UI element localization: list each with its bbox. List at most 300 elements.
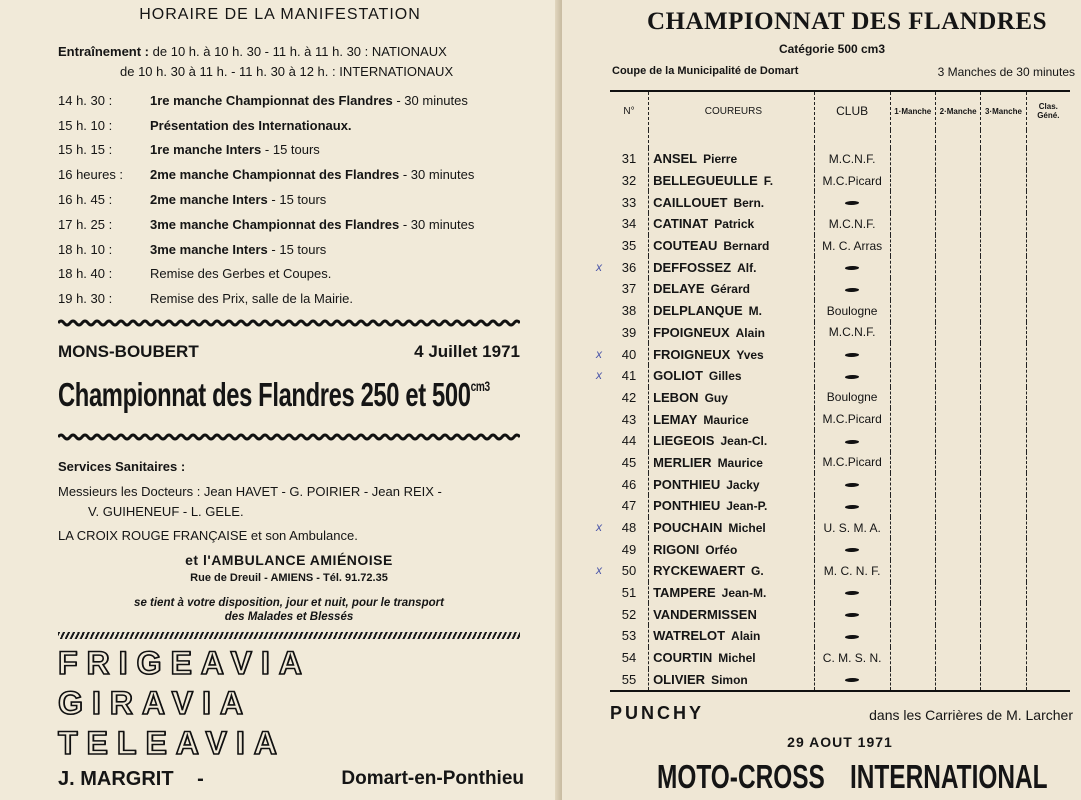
- schedule-row: [58, 88, 538, 113]
- schedule-row: [58, 162, 538, 187]
- ditto-mark: [844, 353, 859, 357]
- heat-2-cell: [935, 495, 980, 517]
- rider-last-name: RIGONI: [653, 541, 700, 557]
- rider-club-cell: [814, 170, 890, 192]
- overall-cell: [1026, 647, 1070, 669]
- overall-cell: [1026, 256, 1070, 278]
- rider-number: 51: [621, 585, 637, 601]
- heat-2-cell: [935, 170, 980, 192]
- schedule-time: 14 h. 30 :: [58, 92, 113, 108]
- heat-2-cell: [935, 603, 980, 625]
- overall-cell: [1026, 582, 1070, 604]
- schedule-time: 15 h. 10 :: [58, 117, 113, 133]
- rider-club: M.C.N.F.: [828, 151, 876, 166]
- rider-name-cell: [649, 603, 815, 625]
- services-title: Services Sanitaires :: [58, 459, 186, 474]
- rider-number-cell: [610, 387, 649, 409]
- heat-3-cell: [981, 560, 1026, 582]
- rider-first-name: Alain: [731, 629, 761, 644]
- rider-name-cell: [649, 322, 815, 344]
- heat-3-cell: [981, 365, 1026, 387]
- footer-location: dans les Carrières de M. Larcher: [869, 707, 1073, 723]
- schedule-time: 18 h. 40 :: [58, 266, 113, 282]
- ditto-mark: [844, 288, 859, 292]
- heat-2-cell: [935, 235, 980, 257]
- rider-club: M.C.Picard: [822, 455, 882, 470]
- rider-name-cell: [649, 148, 815, 170]
- table-row: [610, 256, 1070, 278]
- table-row: [610, 603, 1070, 625]
- rider-club-cell: [814, 473, 890, 495]
- table-row: [610, 300, 1070, 322]
- heat-2-cell: [935, 387, 980, 409]
- ditto-mark: [844, 375, 859, 379]
- rider-club-cell: [814, 560, 890, 582]
- table-row: [610, 669, 1070, 692]
- rider-club: Boulogne: [826, 390, 878, 405]
- training-block: [58, 42, 538, 82]
- table-row: [610, 278, 1070, 300]
- heat-1-cell: [890, 452, 935, 474]
- ditto-mark: [844, 505, 859, 509]
- heat-1-cell: [890, 387, 935, 409]
- heat-1-cell: [890, 256, 935, 278]
- pen-cross-mark: x: [596, 346, 602, 361]
- col-number: N°: [610, 91, 649, 130]
- rider-first-name: Alf.: [737, 260, 757, 275]
- rider-first-name: Maurice: [717, 455, 763, 470]
- schedule-desc: [150, 242, 538, 257]
- rider-last-name: WATRELOT: [653, 628, 726, 644]
- overall-cell: [1026, 473, 1070, 495]
- rider-number-cell: [610, 430, 649, 452]
- hatched-divider: [58, 632, 520, 639]
- table-row: [610, 495, 1070, 517]
- rider-number: 34: [621, 216, 637, 232]
- rider-first-name: Michel: [718, 651, 756, 666]
- rider-last-name: POUCHAIN: [653, 520, 723, 536]
- red-cross-line: LA CROIX ROUGE FRANÇAISE et son Ambulance.: [58, 528, 358, 543]
- rider-last-name: CAILLOUET: [653, 194, 728, 210]
- heat-1-cell: [890, 191, 935, 213]
- heat-2-cell: [935, 538, 980, 560]
- heat-3-cell: [981, 387, 1026, 409]
- ditto-mark: [844, 613, 859, 617]
- schedule-row: [58, 187, 538, 212]
- rider-last-name: DEFFOSSEZ: [653, 259, 732, 275]
- heat-3-cell: [981, 430, 1026, 452]
- heat-1-cell: [890, 148, 935, 170]
- heat-2-cell: [935, 452, 980, 474]
- race-category: Catégorie 500 cm3: [778, 42, 886, 56]
- rider-last-name: VANDERMISSEN: [653, 606, 757, 622]
- heat-2-cell: [935, 365, 980, 387]
- ambulance-name: et l'AMBULANCE AMIÉNOISE: [185, 552, 393, 568]
- rider-name-cell: [649, 647, 815, 669]
- rider-name-cell: [649, 560, 815, 582]
- schedule-time: 17 h. 25 :: [58, 216, 113, 232]
- table-row: [610, 517, 1070, 539]
- overall-cell: [1026, 430, 1070, 452]
- col-heat-2: 2·Manche: [935, 91, 980, 130]
- rider-club: Boulogne: [826, 303, 878, 318]
- overall-cell: [1026, 517, 1070, 539]
- rider-last-name: COURTIN: [653, 650, 713, 666]
- rider-first-name: Maurice: [703, 412, 749, 427]
- schedule-desc: [150, 93, 538, 108]
- rider-number: 36: [621, 259, 637, 275]
- heat-1-cell: [890, 582, 935, 604]
- rider-club-cell: [814, 148, 890, 170]
- rider-name-cell: [649, 669, 815, 692]
- rider-last-name: FPOIGNEUX: [653, 324, 730, 340]
- sponsor-separator: -: [197, 768, 204, 790]
- rider-club-cell: [814, 278, 890, 300]
- heat-1-cell: [890, 560, 935, 582]
- rider-number-cell: [610, 235, 649, 257]
- heat-1-cell: [890, 538, 935, 560]
- championship-unit: cm3: [470, 378, 490, 394]
- schedule-row: [58, 138, 538, 163]
- schedule-detail: Remise des Gerbes et Coupes.: [150, 266, 332, 282]
- col-riders: COUREURS: [649, 91, 815, 130]
- heat-2-cell: [935, 625, 980, 647]
- overall-cell: [1026, 452, 1070, 474]
- heat-2-cell: [935, 300, 980, 322]
- rider-last-name: FROIGNEUX: [653, 346, 731, 362]
- sponsor-line: [58, 768, 524, 791]
- rider-number-cell: [610, 148, 649, 170]
- rider-number-cell: [596, 256, 649, 278]
- rider-number: 48: [621, 520, 637, 536]
- ditto-mark: [844, 266, 859, 270]
- rider-first-name: Jean-M.: [721, 586, 767, 601]
- heat-3-cell: [981, 278, 1026, 300]
- table-row: [610, 365, 1070, 387]
- rider-name-cell: [649, 256, 815, 278]
- overall-cell: [1026, 408, 1070, 430]
- championship-title: [58, 376, 490, 414]
- rider-number: 50: [621, 563, 637, 579]
- rider-last-name: DELAYE: [653, 281, 705, 297]
- overall-cell: [1026, 235, 1070, 257]
- ditto-mark: [844, 635, 859, 639]
- heat-3-cell: [981, 170, 1026, 192]
- table-row: [610, 191, 1070, 213]
- table-row: [610, 538, 1070, 560]
- rider-number: 33: [621, 194, 637, 210]
- rider-name-cell: [649, 517, 815, 539]
- rider-number: 44: [621, 433, 637, 449]
- heat-1-cell: [890, 213, 935, 235]
- table-row: [610, 452, 1070, 474]
- schedule-detail: - 15 tours: [267, 241, 327, 257]
- rider-number: 54: [621, 650, 637, 666]
- pen-cross-mark: x: [596, 563, 602, 578]
- table-row: [610, 430, 1070, 452]
- footer-event-1: MOTO-CROSS: [657, 758, 825, 795]
- col-heat-3: 3·Manche: [981, 91, 1026, 130]
- overall-cell: [1026, 213, 1070, 235]
- heat-1-cell: [890, 669, 935, 692]
- rider-number: 43: [621, 411, 637, 427]
- schedule-desc: [150, 266, 538, 281]
- rider-number: 41: [621, 368, 637, 384]
- schedule-desc: [150, 118, 538, 133]
- overall-cell: [1026, 625, 1070, 647]
- schedule-time: 18 h. 10 :: [58, 241, 113, 257]
- race-heats: 3 Manches de 30 minutes: [937, 65, 1075, 79]
- overall-cell: [1026, 560, 1070, 582]
- rider-number: 52: [621, 606, 637, 622]
- schedule-row: [58, 212, 538, 237]
- rider-club-cell: [814, 235, 890, 257]
- rider-number-cell: [596, 560, 649, 582]
- heat-1-cell: [890, 170, 935, 192]
- rider-number: 31: [621, 151, 637, 167]
- heat-2-cell: [935, 647, 980, 669]
- schedule-event: 2me manche Inters: [150, 192, 268, 208]
- heat-3-cell: [981, 517, 1026, 539]
- heat-2-cell: [935, 473, 980, 495]
- disposition-text: [58, 596, 520, 624]
- table-row: [610, 387, 1070, 409]
- heat-3-cell: [981, 473, 1026, 495]
- heat-3-cell: [981, 213, 1026, 235]
- overall-cell: [1026, 387, 1070, 409]
- venue-name: MONS-BOUBERT: [58, 342, 199, 361]
- rider-last-name: LEBON: [653, 389, 699, 405]
- rider-number-cell: [610, 669, 649, 692]
- rider-number-cell: [610, 300, 649, 322]
- overall-cell: [1026, 669, 1070, 692]
- rider-last-name: BELLEGUEULLE: [653, 173, 758, 189]
- rider-club: M.C.Picard: [822, 412, 882, 427]
- rider-first-name: Orféo: [705, 542, 738, 557]
- footer-event-2: INTERNATIONAL: [849, 758, 1048, 795]
- rider-number-cell: [610, 408, 649, 430]
- heat-2-cell: [935, 191, 980, 213]
- doctors-line-2: V. GUIHENEUF - L. GELE.: [88, 504, 244, 519]
- ditto-mark: [844, 548, 859, 552]
- rider-club-cell: [814, 256, 890, 278]
- rider-name-cell: [649, 625, 815, 647]
- heat-3-cell: [981, 322, 1026, 344]
- heat-2-cell: [935, 256, 980, 278]
- heat-1-cell: [890, 278, 935, 300]
- rider-first-name: Guy: [704, 390, 728, 405]
- rider-first-name: Jean-P.: [726, 499, 768, 514]
- table-row: [610, 213, 1070, 235]
- rider-number-cell: [610, 452, 649, 474]
- heat-3-cell: [981, 538, 1026, 560]
- medical-services: [58, 457, 528, 522]
- brand-teleavia: TELEAVIA: [58, 725, 286, 761]
- table-row: [610, 170, 1070, 192]
- heat-1-cell: [890, 473, 935, 495]
- heat-2-cell: [935, 278, 980, 300]
- rider-name-cell: [649, 343, 815, 365]
- heat-2-cell: [935, 517, 980, 539]
- overall-cell: [1026, 495, 1070, 517]
- rider-first-name: Alain: [735, 325, 765, 340]
- rider-name-cell: [649, 300, 815, 322]
- schedule-event: 1re manche Championnat des Flandres: [150, 92, 393, 108]
- race-cup: Coupe de la Municipalité de Domart: [612, 65, 799, 77]
- heat-3-cell: [981, 343, 1026, 365]
- rider-number-cell: [610, 322, 649, 344]
- rider-first-name: Gérard: [710, 282, 750, 297]
- rider-number: 38: [621, 303, 637, 319]
- rider-first-name: F.: [763, 174, 774, 189]
- heat-1-cell: [890, 517, 935, 539]
- rider-name-cell: [649, 495, 815, 517]
- pen-cross-mark: x: [596, 520, 602, 535]
- heat-3-cell: [981, 235, 1026, 257]
- heat-3-cell: [981, 256, 1026, 278]
- table-row: [610, 148, 1070, 170]
- rider-last-name: PONTHIEU: [653, 476, 721, 492]
- rider-last-name: RYCKEWAERT: [653, 563, 746, 579]
- rider-last-name: GOLIOT: [653, 368, 703, 384]
- heat-3-cell: [981, 148, 1026, 170]
- brand-giravia: GIRAVIA: [58, 685, 252, 721]
- venue-line: [58, 342, 520, 362]
- schedule-row: [58, 286, 538, 311]
- ditto-mark: [844, 201, 859, 205]
- rider-last-name: MERLIER: [653, 454, 712, 470]
- rider-name-cell: [649, 235, 815, 257]
- heat-2-cell: [935, 560, 980, 582]
- overall-cell: [1026, 322, 1070, 344]
- col-club: CLUB: [814, 91, 890, 130]
- training-label: Entraînement :: [58, 44, 150, 59]
- schedule-time: 19 h. 30 :: [58, 291, 113, 307]
- rider-number-cell: [610, 582, 649, 604]
- schedule-row: [58, 113, 538, 138]
- rider-number: 46: [621, 476, 637, 492]
- overall-cell: [1026, 278, 1070, 300]
- rider-name-cell: [649, 473, 815, 495]
- overall-cell: [1026, 148, 1070, 170]
- rider-first-name: Michel: [728, 521, 766, 536]
- rider-club: M.C.N.F.: [828, 325, 876, 340]
- heat-3-cell: [981, 582, 1026, 604]
- rider-club-cell: [814, 430, 890, 452]
- heat-1-cell: [890, 430, 935, 452]
- table-header: [610, 91, 1070, 130]
- championship-text: Championnat des Flandres 250 et 500: [58, 376, 471, 413]
- rider-club: M.C.Picard: [822, 173, 882, 188]
- sponsor-town: Domart-en-Ponthieu: [341, 768, 524, 789]
- doctors-line-1: Messieurs les Docteurs : Jean HAVET - G. POIRIER - Jean REIX -: [58, 484, 442, 499]
- rider-number: 53: [621, 628, 637, 644]
- rider-club: M. C. N. F.: [823, 563, 881, 578]
- schedule-event: 3me manche Championnat des Flandres: [150, 216, 400, 232]
- table-row: [610, 322, 1070, 344]
- heat-1-cell: [890, 408, 935, 430]
- heat-1-cell: [890, 647, 935, 669]
- table-row: [610, 647, 1070, 669]
- rider-number: 37: [621, 281, 637, 297]
- ditto-mark: [844, 440, 859, 444]
- heat-2-cell: [935, 669, 980, 692]
- heat-1-cell: [890, 495, 935, 517]
- table-row: [610, 625, 1070, 647]
- wavy-divider: [58, 319, 520, 327]
- col-overall: Clas. Géné.: [1026, 91, 1070, 130]
- schedule-rows: [58, 88, 538, 311]
- rider-club-cell: [814, 538, 890, 560]
- rider-club-cell: [814, 647, 890, 669]
- wavy-divider-2: [58, 433, 520, 441]
- schedule-detail: - 30 minutes: [399, 167, 475, 183]
- rider-last-name: CATINAT: [653, 216, 709, 232]
- rider-first-name: Simon: [711, 672, 748, 687]
- rider-number: 47: [621, 498, 637, 514]
- riders-table: [596, 90, 1070, 692]
- rider-name-cell: [649, 387, 815, 409]
- schedule-desc: [150, 142, 538, 157]
- heat-3-cell: [981, 647, 1026, 669]
- table-row: [610, 408, 1070, 430]
- heat-2-cell: [935, 213, 980, 235]
- rider-last-name: LEMAY: [653, 411, 698, 427]
- rider-number-cell: [596, 365, 649, 387]
- schedule-event: 2me manche Championnat des Flandres: [150, 167, 400, 183]
- ambulance-address: Rue de Dreuil - AMIENS - Tél. 91.72.35: [190, 572, 388, 584]
- schedule-desc: [150, 217, 538, 232]
- rider-number: 45: [621, 454, 637, 470]
- heat-2-cell: [935, 322, 980, 344]
- rider-club-cell: [814, 495, 890, 517]
- ditto-mark: [844, 678, 859, 682]
- rider-first-name: Gilles: [708, 369, 742, 384]
- table-row: [610, 582, 1070, 604]
- rider-name-cell: [649, 213, 815, 235]
- pen-cross-mark: x: [596, 368, 602, 383]
- rider-number-cell: [610, 473, 649, 495]
- right-page: [562, 0, 1081, 800]
- rider-name-cell: [649, 538, 815, 560]
- schedule-title: HORAIRE DE LA MANIFESTATION: [139, 6, 421, 23]
- overall-cell: [1026, 343, 1070, 365]
- rider-number: 40: [621, 346, 637, 362]
- race-title: CHAMPIONNAT DES FLANDRES: [646, 8, 1047, 35]
- rider-last-name: TAMPERE: [653, 585, 716, 601]
- rider-name-cell: [649, 408, 815, 430]
- rider-number: 49: [621, 541, 637, 557]
- schedule-detail: - 15 tours: [267, 192, 327, 208]
- schedule-time: 15 h. 15 :: [58, 142, 113, 158]
- heat-3-cell: [981, 625, 1026, 647]
- heat-2-cell: [935, 408, 980, 430]
- rider-club-cell: [814, 365, 890, 387]
- rider-club-cell: [814, 582, 890, 604]
- rider-name-cell: [649, 452, 815, 474]
- schedule-time: 16 h. 45 :: [58, 192, 113, 208]
- rider-club-cell: [814, 603, 890, 625]
- table-spacer: [610, 130, 1070, 148]
- heat-1-cell: [890, 365, 935, 387]
- heat-3-cell: [981, 603, 1026, 625]
- rider-club-cell: [814, 322, 890, 344]
- heat-2-cell: [935, 582, 980, 604]
- schedule-event: 3me manche Inters: [150, 241, 268, 257]
- rider-number: 39: [621, 324, 637, 340]
- table-row: [610, 235, 1070, 257]
- schedule-time: 16 heures :: [58, 167, 124, 183]
